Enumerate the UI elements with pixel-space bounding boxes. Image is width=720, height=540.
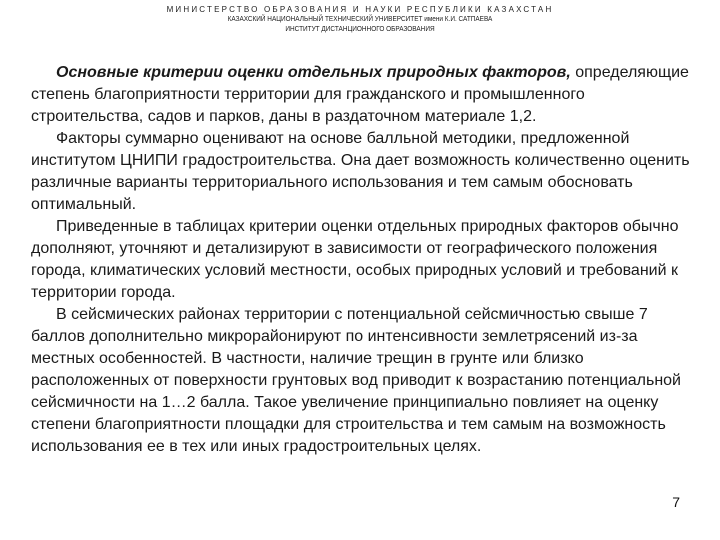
institute-title: ИНСТИТУТ ДИСТАНЦИОННОГО ОБРАЗОВАНИЯ (285, 26, 435, 33)
paragraph-1 (31, 62, 701, 128)
document-body (31, 62, 701, 458)
page-number: 7 (672, 494, 680, 510)
paragraph-2: Факторы суммарно оценивают на основе балльной методики, предложенной институтом ЦНИПИ градостроительства. Она дает возможность количественно оценить различные варианты территориального использования и тем самым обосновать оптимальный. (31, 130, 690, 213)
paragraph-4: В сейсмических районах территории с потенциальной сейсмичностью свыше 7 баллов дополнительно микрорайонируют по интенсивности землетрясений из-за местных особенностей. В частности, наличие трещин в грунте или близко расположенных от поверхности грунтовых вод приводит к возрастанию потенциальной сейсмичности на 1…2 балла. Такое увеличение принципиально повлияет на оценку степени благоприятности площадки для строительства и тем самым на возможность использования ее в тех или иных градостроительных целях. (31, 306, 681, 455)
document-header (0, 4, 720, 35)
paragraph-1-lead: Основные критерии оценки отдельных природных факторов, (56, 64, 571, 81)
university-title: КАЗАХСКИЙ НАЦИОНАЛЬНЫЙ ТЕХНИЧЕСКИЙ УНИВЕРСИТЕТ имени К.И. САТПАЕВА (227, 16, 493, 23)
paragraph-1-rest: определяющие степень благоприятности территории для гражданского и промышленного строительства, садов и парков, даны в раздаточном материале 1,2. (31, 64, 689, 125)
paragraph-3: Приведенные в таблицах критерии оценки отдельных природных факторов обычно дополняют, уточняют и детализируют в зависимости от географического положения города, климатических условий местности, особых природных условий и требований к территории города. (31, 218, 679, 301)
ministry-title: МИНИСТЕРСТВО ОБРАЗОВАНИЯ И НАУКИ РЕСПУБЛИКИ КАЗАХСТАН (166, 5, 554, 14)
